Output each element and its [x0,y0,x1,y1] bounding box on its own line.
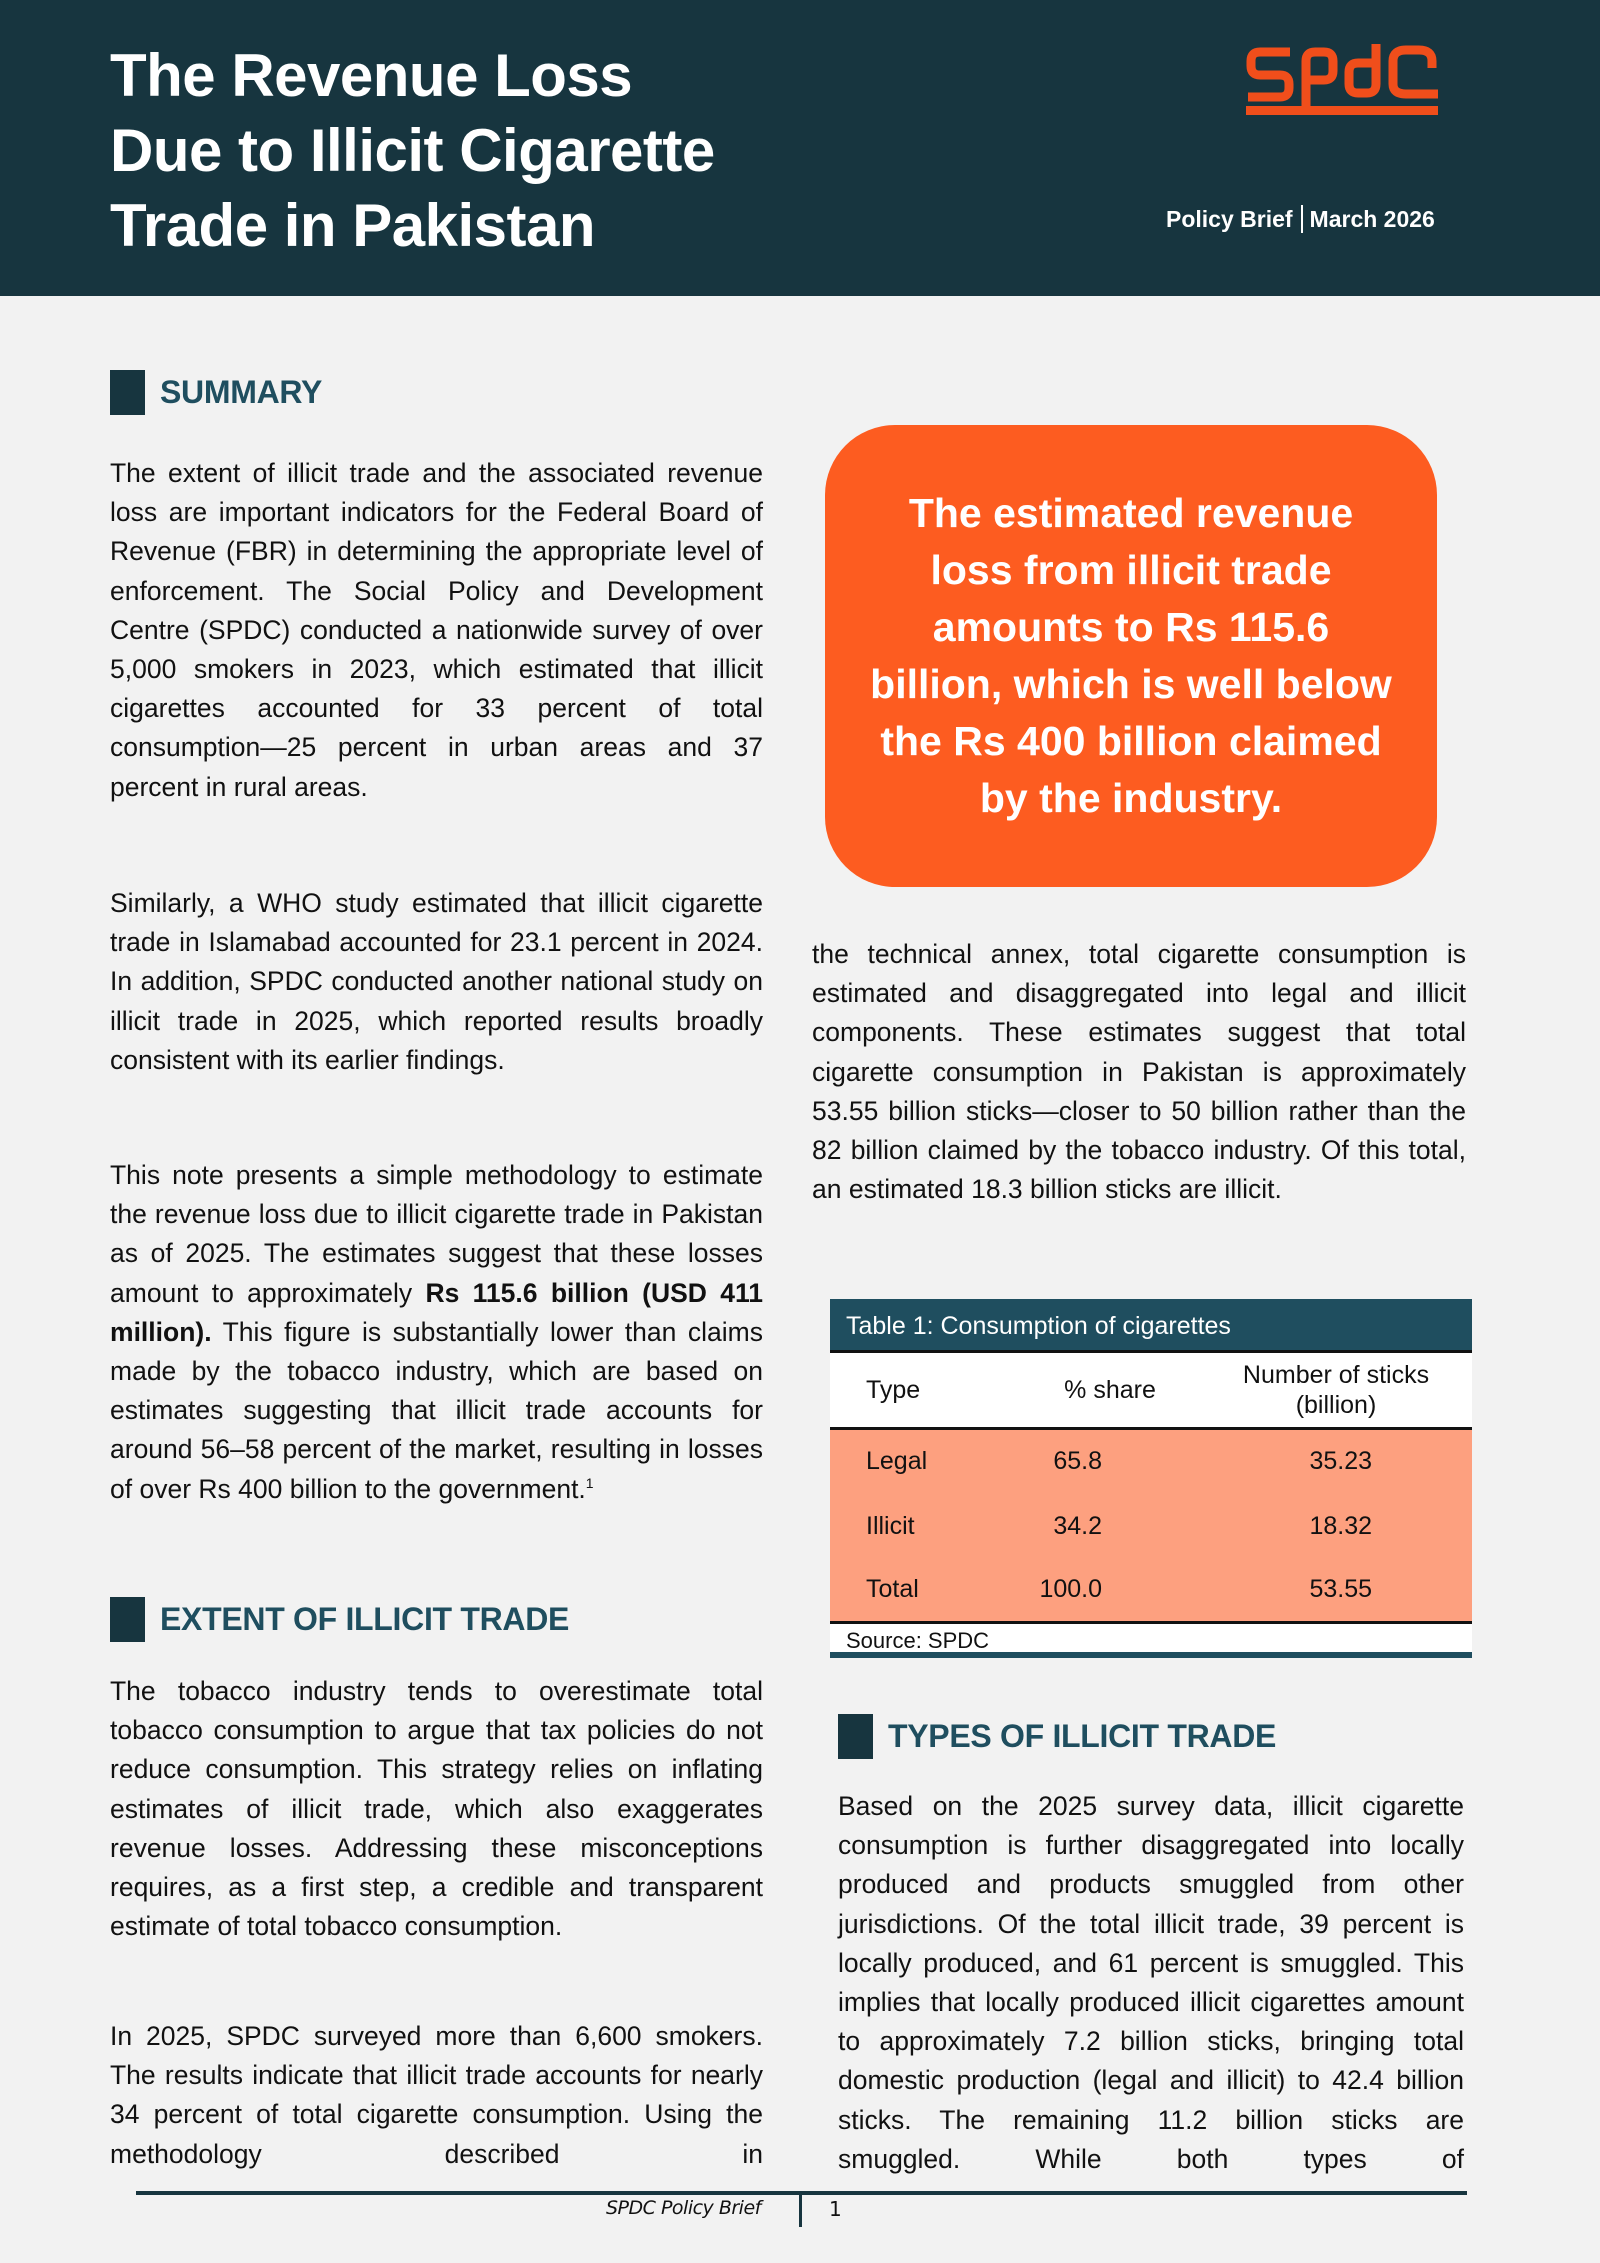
section-heading-summary [110,370,322,415]
spdc-logo [1246,44,1438,120]
summary-paragraph-1: The extent of illicit trade and the associated revenue loss are important indicators for the Federal Board of Revenue (FBR) in determining the appropriate level of enforcement. The Social Policy and Development Centre (SPDC) conducted a nationwide survey of over 5,000 smokers in 2023, which estimated that illicit cigarettes accounted for 33 percent of total consumption—25 percent in urban areas and 37 percent in rural areas. [110,458,763,802]
extent-paragraph-2-continued: the technical annex, total cigarette consumption is estimated and disaggregated into legal and illicit components. These estimates suggest that total cigarette consumption in Pakistan is approximately 53.55 billion sticks—closer to 50 billion rather than the 82 billion claimed by the tobacco industry. Of this total, an estimated 18.3 billion sticks are illicit. [812,939,1466,1205]
cell-share: 34.2 [1053,1511,1102,1540]
title-line: The Revenue Loss [110,42,633,109]
extent-paragraph-1: The tobacco industry tends to overestimate total tobacco consumption to argue that tax policies do not reduce consumption. This strategy relies on inflating estimates of illicit trade, which also exaggerates revenue losses. Addressing these misconceptions requires, as a first step, a credible and transparent estimate of total tobacco consumption. [110,1676,763,1942]
cell-share: 65.8 [1053,1447,1102,1476]
page-number: 1 [829,2197,842,2221]
brief-meta [1166,205,1435,233]
consumption-table [830,1299,1472,1658]
footer-divider [799,2193,802,2227]
extent-paragraph-2: In 2025, SPDC surveyed more than 6,600 smokers. The results indicate that illicit trade accounts for nearly 34 percent of total cigarette consumption. Using the methodology described in [110,2021,763,2169]
summary-paragraph-3 [110,1156,763,1509]
title-line: Trade in Pakistan [110,192,596,259]
cell-sticks: 35.23 [1309,1447,1372,1476]
text-run: This figure is substantially lower than claims made by the tobacco industry, which are based on estimates suggesting that illicit trade accounts for around 56–58 percent of the market, resulting in losses of over Rs 400 billion to the government. [110,1316,763,1504]
cell-type: Illicit [866,1511,915,1540]
header-line: Number of sticks [1242,1360,1430,1389]
section-heading-types [838,1714,1276,1759]
cell-type: Total [830,1558,1020,1622]
section-heading-extent [110,1597,569,1642]
table-source: Source: SPDC [830,1624,1472,1658]
cell-sticks: 18.32 [1309,1511,1372,1540]
summary-paragraph-2: Similarly, a WHO study estimated that illicit cigarette trade in Islamabad accounted for 23.1 percent in 2024. In addition, SPDC conducted another national study on illicit trade in 2025, which reported results broadly consistent with its earlier findings. [110,888,763,1075]
table-row [830,1428,1472,1494]
doc-type-label: Policy Brief [1166,205,1293,232]
table-row [830,1494,1472,1558]
heading-text: SUMMARY [160,374,323,410]
heading-text: EXTENT OF ILLICIT TRADE [160,1601,570,1637]
cell-share: 100.0 [1020,1558,1200,1622]
footer-label: SPDC Policy Brief [606,2197,761,2219]
heading-text: TYPES OF ILLICIT TRADE [888,1718,1277,1754]
types-paragraph-1: Based on the 2025 survey data, illicit cigarette consumption is further disaggregated into locally produced and products smuggled from other jurisdictions. Of the total illicit trade, 39 percent is locally produced, and 61 percent is smuggled. This implies that locally produced illicit cigarettes amount to approximately 7.2 billion sticks, bringing total domestic production (legal and illicit) to 42.4 billion sticks. The remaining 11.2 billion sticks are smuggled. While both types of [838,1791,1464,2174]
page-title [110,38,830,263]
heading-marker-icon [838,1714,873,1759]
title-line: Due to Illicit Cigarette [110,117,715,184]
table-header-row [830,1353,1472,1428]
footnote-ref[interactable]: 1 [585,1474,594,1491]
heading-marker-icon [110,1597,145,1642]
revenue-loss-figure: Rs 115.6 billion (USD 411 million). [110,1277,764,1347]
cell-sticks: 53.55 [1200,1558,1472,1622]
text-run: This note presents a simple methodology to estimate the revenue loss due to illicit cigarette trade in Pakistan as of 2025. The estimates suggest that these losses amount to approximately [110,1160,763,1308]
cell-type: Legal [866,1447,928,1476]
header-line: (billion) [1295,1390,1377,1419]
header-banner [0,0,1600,296]
key-finding-callout [825,425,1437,887]
date-label: March 2026 [1309,205,1435,232]
column-header-type: Type [830,1353,1020,1428]
callout-text: The estimated revenue loss from illicit trade amounts to Rs 115.6 billion, which is well below the Rs 400 billion claimed by the industry. [870,490,1392,821]
table-grid [830,1353,1472,1624]
column-header-sticks [1200,1353,1472,1428]
table-row [830,1558,1472,1622]
column-header-share: % share [1020,1353,1200,1428]
heading-marker-icon [110,370,145,415]
table-caption: Table 1: Consumption of cigarettes [830,1299,1472,1353]
meta-divider [1301,205,1303,233]
